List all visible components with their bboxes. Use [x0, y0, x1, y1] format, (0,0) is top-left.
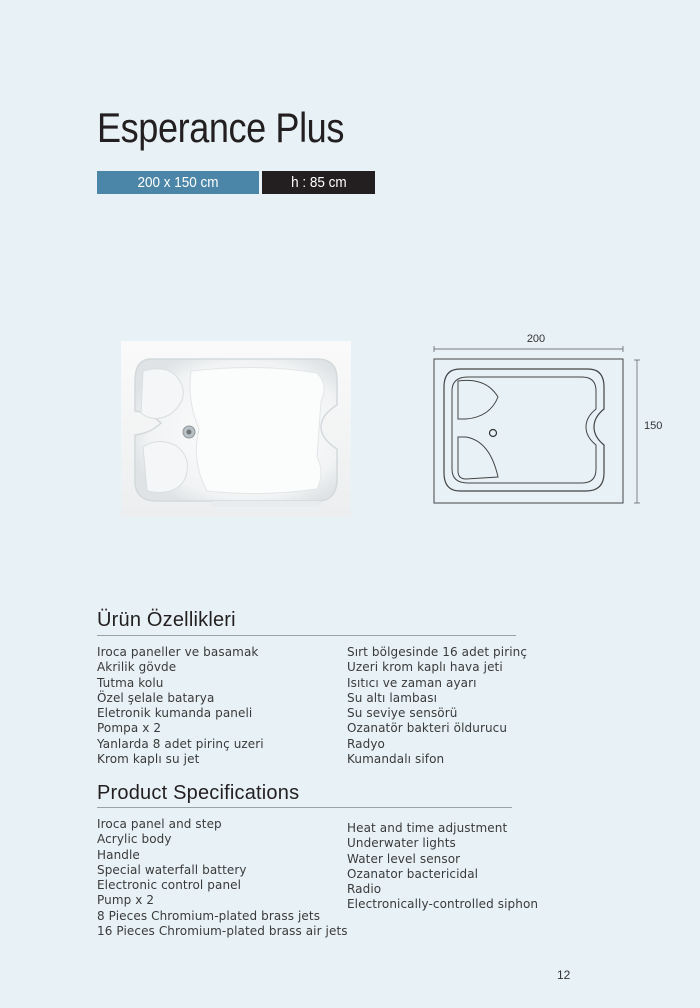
- height-badge: [262, 171, 375, 194]
- headrest-upper: [458, 380, 498, 419]
- list-item: Krom kaplı su jet: [97, 752, 200, 767]
- list-item: Heat and time adjustment: [347, 821, 508, 835]
- list-item: Su seviye sensörü: [347, 706, 458, 721]
- list-item: Special waterfall battery: [97, 862, 247, 877]
- list-item: Su altı lambası: [347, 690, 438, 705]
- list-item: Water level sensor: [347, 851, 461, 866]
- features-tr-left-list: [97, 645, 264, 767]
- list-item: Sırt bölgesinde 16 adet pirinç: [347, 645, 528, 659]
- list-item: Electronically-controlled siphon: [347, 897, 539, 912]
- drain-icon: [490, 430, 497, 437]
- list-item: Ozanator bactericidal: [347, 866, 479, 881]
- list-item: Uzeri krom kaplı hava jeti: [347, 660, 503, 675]
- list-item: 8 Pieces Chromium-plated brass jets: [97, 908, 321, 923]
- headrest-lower: [458, 437, 498, 479]
- tub-basin: [452, 377, 596, 483]
- size-badge: [97, 171, 259, 194]
- list-item: Iroca paneller ve basamak: [97, 645, 259, 659]
- list-item: 16 Pieces Chromium-plated brass air jets: [97, 924, 348, 939]
- list-item: Handle: [97, 847, 140, 862]
- features-tr-right-list: [347, 645, 527, 767]
- product-title: Esperance Plus: [97, 104, 344, 151]
- technical-drawing: [420, 325, 670, 515]
- height-label: h : 85 cm: [290, 174, 347, 191]
- page-number: 12: [557, 968, 571, 982]
- list-item: Yanlarda 8 adet pirinç uzeri: [97, 736, 264, 751]
- list-item: Underwater lights: [347, 836, 456, 851]
- list-item: Pump x 2: [97, 893, 155, 908]
- size-label: 200 x 150 cm: [137, 174, 219, 191]
- list-item: Electronic control panel: [97, 878, 242, 893]
- list-item: Özel şelale batarya: [97, 690, 215, 705]
- list-item: Iroca panel and step: [97, 817, 222, 831]
- features-tr-divider: [97, 635, 516, 636]
- features-tr-heading: Ürün Özellikleri: [97, 609, 236, 631]
- features-en-left-list: [97, 817, 348, 939]
- list-item: Radyo: [347, 736, 385, 751]
- width-dimension-label: 200: [526, 333, 546, 345]
- list-item: Isıtıcı ve zaman ayarı: [347, 675, 477, 690]
- list-item: Pompa x 2: [97, 721, 162, 736]
- features-en-right-list: [347, 821, 538, 913]
- list-item: Eletronik kumanda paneli: [97, 706, 253, 721]
- list-item: Akrilik gövde: [97, 660, 177, 675]
- features-en-divider: [97, 807, 512, 808]
- depth-dimension-label: 150: [644, 420, 663, 432]
- bathtub-photo: [121, 341, 351, 517]
- tub-rim: [444, 369, 604, 491]
- features-en-heading: Product Specifications: [97, 782, 300, 804]
- list-item: Kumandalı sifon: [347, 752, 445, 767]
- list-item: Ozanatör bakteri öldurucu: [347, 721, 508, 736]
- list-item: Acrylic body: [97, 832, 172, 847]
- list-item: Tutma kolu: [97, 675, 164, 690]
- list-item: Radio: [347, 882, 382, 897]
